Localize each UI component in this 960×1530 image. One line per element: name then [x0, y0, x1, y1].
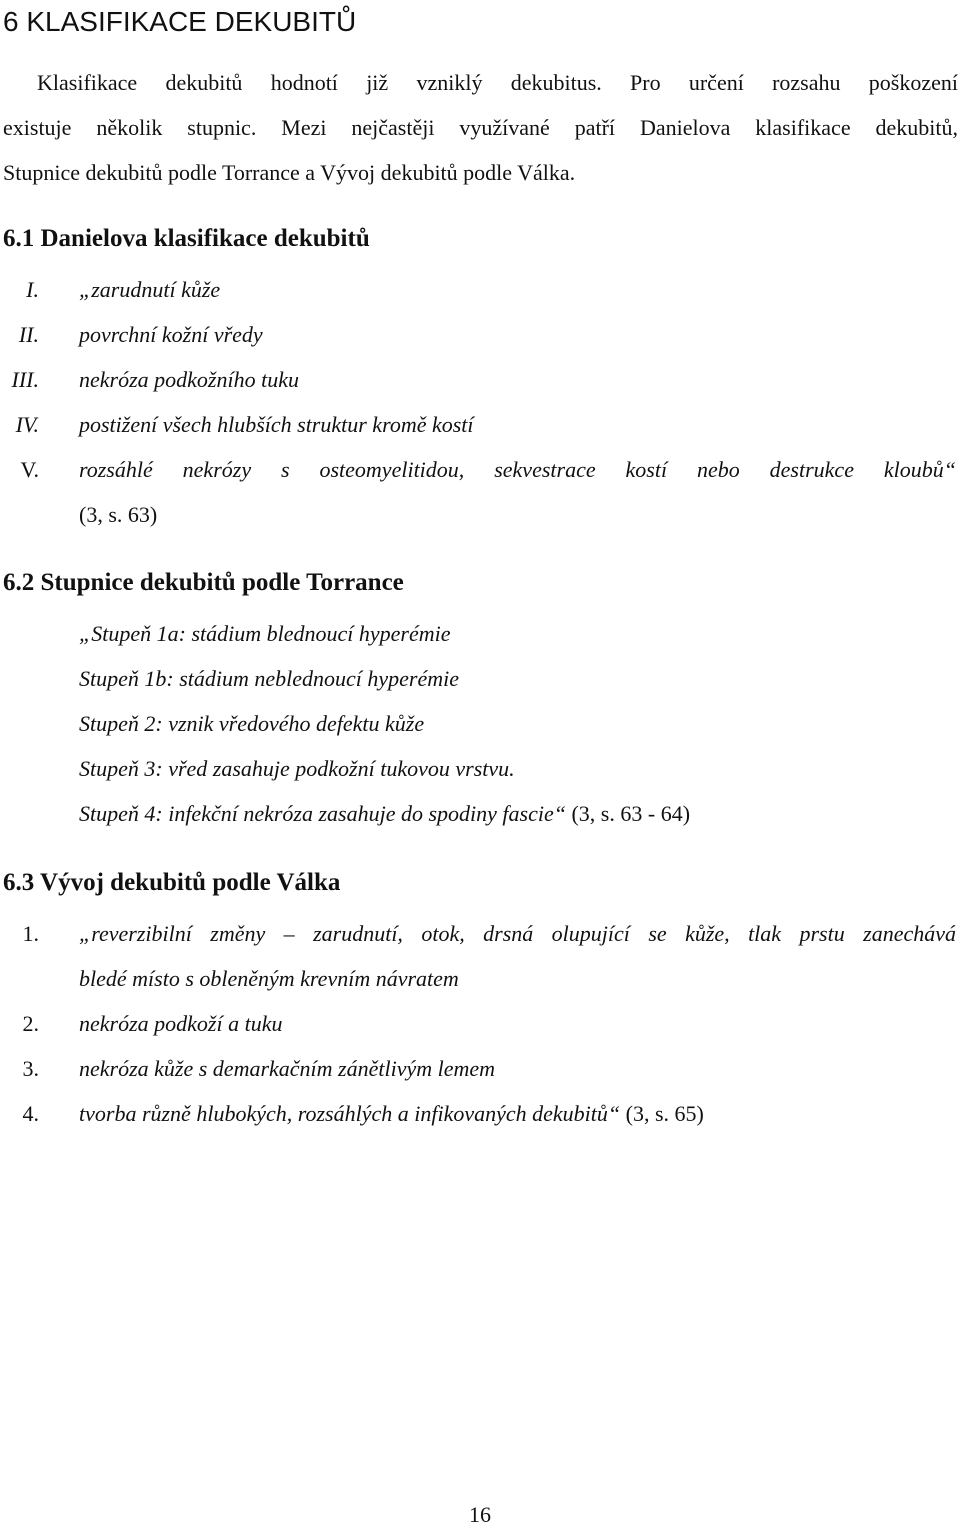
intro-line-1: Klasifikace dekubitů hodnotí již vzniklý dekubitus. Pro určení rozsahu poškození [37, 70, 958, 95]
item-text [79, 911, 956, 956]
item-text-line: bledé místo s obleněným krevním návratem [79, 966, 459, 991]
item-number: 1. [22, 921, 39, 946]
list-item-continuation [0, 956, 960, 1001]
item-text-line: „reverzibilní změny – zarudnutí, otok, drsná olupující se kůže, tlak prstu zanechává [79, 921, 956, 946]
section-6-1-title: 6.1 Danielova klasifikace dekubitů [3, 225, 370, 252]
list-item [79, 791, 690, 836]
item-number: 2. [22, 1011, 39, 1036]
list-item: Stupeň 3: vřed zasahuje podkožní tukovou vrstvu. [79, 756, 515, 781]
section-6-3-title: 6.3 Vývoj dekubitů podle Válka [3, 869, 341, 896]
chapter-heading: 6 KLASIFIKACE DEKUBITŮ [3, 6, 357, 37]
daniel-classification-list [0, 267, 960, 537]
list-item [0, 357, 960, 402]
citation: (3, s. 63) [79, 502, 158, 527]
item-number: IV. [15, 412, 39, 437]
item-text-line: rozsáhlé nekrózy s osteomyelitidou, sekvestrace kostí nebo destrukce kloubů“ [79, 457, 956, 482]
page-number: 16 [469, 1502, 491, 1527]
item-text: „zarudnutí kůže [79, 277, 221, 302]
list-item [0, 312, 960, 357]
item-number: 3. [22, 1056, 39, 1081]
item-number: II. [18, 322, 39, 347]
item-text [79, 447, 956, 492]
list-item [0, 1091, 960, 1136]
citation: (3, s. 63 - 64) [571, 801, 691, 826]
list-item-citation [0, 492, 960, 537]
torrance-scale-list [79, 611, 690, 836]
item-number: V. [20, 457, 39, 482]
list-item [0, 911, 960, 956]
item-text: nekróza kůže s demarkačním zánětlivým lemem [79, 1056, 496, 1081]
intro-line-2: existuje několik stupnic. Mezi nejčastěji využívané patří Danielova klasifikace dekubitů, [3, 115, 958, 140]
item-text: nekróza podkoží a tuku [79, 1011, 283, 1036]
section-6-2-title: 6.2 Stupnice dekubitů podle Torrance [3, 569, 404, 596]
item-text: postižení všech hlubších struktur kromě kostí [79, 412, 474, 437]
item-text: povrchní kožní vředy [79, 322, 263, 347]
item-number: 4. [22, 1101, 39, 1126]
list-item: „Stupeň 1a: stádium blednoucí hyperémie [79, 621, 451, 646]
item-text-italic: tvorba různě hlubokých, rozsáhlých a infikovaných dekubitů“ [79, 1101, 621, 1126]
intro-line-3: Stupnice dekubitů podle Torrance a Vývoj dekubitů podle Válka. [3, 160, 576, 185]
item-number: I. [26, 277, 39, 302]
list-item [0, 1046, 960, 1091]
list-item: Stupeň 2: vznik vředového defektu kůže [79, 711, 425, 736]
list-item: Stupeň 1b: stádium neblednoucí hyperémie [79, 666, 460, 691]
list-item [0, 402, 960, 447]
intro-paragraph [3, 60, 958, 195]
item-text: Stupeň 4: infekční nekróza zasahuje do spodiny fascie“ [79, 801, 566, 826]
list-item [0, 447, 960, 492]
list-item [0, 267, 960, 312]
item-text: nekróza podkožního tuku [79, 367, 299, 392]
list-item [0, 1001, 960, 1046]
valek-stages-list [0, 911, 960, 1136]
citation: (3, s. 65) [625, 1101, 704, 1126]
item-text [79, 1091, 956, 1136]
item-number: III. [11, 367, 39, 392]
